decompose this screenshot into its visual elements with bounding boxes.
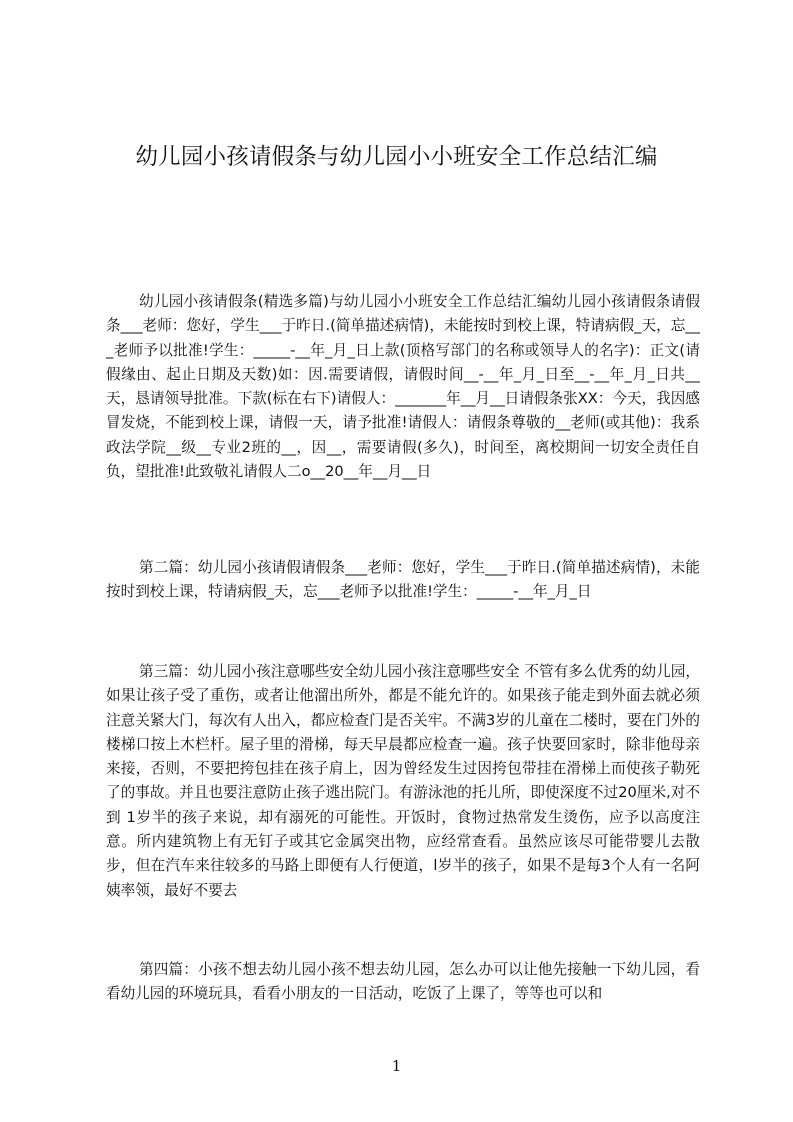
paragraph-second: 第二篇：幼儿园小孩请假请假条___老师：您好，学生___于昨日.(简单描述病情)，未能按时到校上课，特请病假_天，忘___老师予以批准!学生：_____-__年_月_日 xyxy=(106,559,700,601)
paragraph-fourth: 第四篇：小孩不想去幼儿园小孩不想去幼儿园，怎么办可以让他先接触一下幼儿园，看看幼儿园的环境玩具，看看小朋友的一日活动，吃饭了上课了，等等也可以和 xyxy=(106,961,700,1003)
page-number: 1 xyxy=(391,1057,402,1075)
paragraph-intro: 幼儿园小孩请假条(精选多篇)与幼儿园小小班安全工作总结汇编幼儿园小孩请假条请假条___老师：您好，学生___于昨日.(简单描述病情)，未能按时到校上课，特请病假_天，忘___老师予以批准!学生：_____-__年_月_日上款(顶格写部门的名称或领导人的名字)：正文(请假缘由、起止日期及天数)如：因.需要请假，请假时间__-__年_月_日至__-__年_月_日共__天，恳请领导批准。下款(标在右下)请假人：_______年__月__日请假条张XX：今天，我因感冒发烧，不能到校上课，请假一天，请予批准!请假人：请假条尊敬的__老师(或其他)：我系政法学院__级__专业2班的__，因__，需要请假(多久)，时间至，离校期间一切安全责任自负，望批准!此致敬礼请假人二o__20__年__月__日 xyxy=(106,293,700,481)
document-title: 幼儿园小孩请假条与幼儿园小小班安全工作总结汇编 xyxy=(135,144,658,170)
paragraph-third: 第三篇：幼儿园小孩注意哪些安全幼儿园小孩注意哪些安全 不管有多么优秀的幼儿园，如果让孩子受了重伤，或者让他溜出所外，都是不能允许的。如果孩子能走到外面去就必须注意关紧大门，每次有人出入，都应检查门是否关牢。不满3岁的儿童在二楼时，要在门外的楼梯口按上木栏杆。屋子里的滑梯，每天早晨都应检查一遍。孩子快要回家时，除非他母亲来接，否则，不要把挎包挂在孩子肩上，因为曾经发生过因挎包带挂在滑梯上而使孩子勒死了的事故。并且也要注意防止孩子逃出院门。有游泳池的托儿所，即使深度不过20厘米,对不到 1岁半的孩子来说，却有溺死的可能性。开饭时，食物过热常发生烫伤，应予以高度注意。所内建筑物上有无钉子或其它金属突出物，应经常查看。虽然应该尽可能带婴儿去散步，但在汽车来往较多的马路上即便有人行便道，l岁半的孩子，如果不是每3个人有一名阿姨率领，最好不要去 xyxy=(106,663,700,899)
